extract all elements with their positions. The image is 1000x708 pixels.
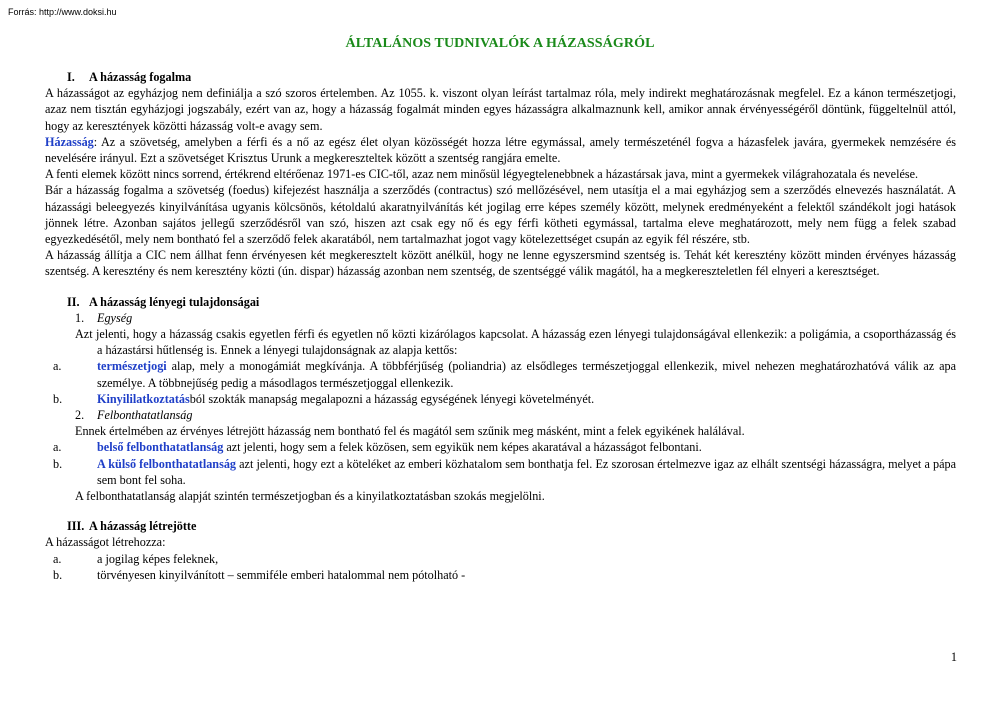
subsection-2-closing: A felbonthatatlanság alapját szintén természetjogban és a kinyilatkoztatásban szokás megjelölni. [75, 489, 545, 504]
list-label: a. [53, 551, 62, 566]
list-label: b. [53, 391, 63, 406]
term-kulso-felbonthatatlansag: A külső felbonthatatlanság [97, 456, 237, 471]
term-belso-felbonthatatlansag: belső felbonthatatlanság [97, 440, 224, 455]
subsection-1-text: Azt jelenti, hogy a házasság csakis egyetlen férfi és egyetlen nő közti kizárólagos kapcsolat. A házasság ezen lényegi tulajdonságával ellenkezik: a poligámia, a csoportházasság és a házastársi hűtlenség is. Ennek a lényegi tulajdonságnak az alapja kettős: [75, 327, 956, 358]
section-1-heading [45, 69, 956, 85]
document-title: ÁLTALÁNOS TUDNIVALÓK A HÁZASSÁGRÓL [345, 36, 655, 51]
list-item-text: alap, mely a monogámiát megkívánja. A többférjűség (poliandria) az elsődleges természetjoggal ellenkezik, mivel nehezen meghatározhatóvá válik az apa személye. A többnejűség pedig a másodlagos természetjoggal ellenkezik. [97, 359, 956, 390]
section-1-paragraph-3: A fenti elemek között nincs sorrend, értékrend eltérőenaz 1971-es CIC-től, azaz nem minősül légyegtelenebbnek a házastársak java, mint a gyermekek világrahozatala és nevelése. [45, 167, 919, 182]
source-line: Forrás: http://www.doksi.hu [8, 7, 117, 17]
section-3-heading [45, 518, 956, 534]
term-hazassag: Házasság [45, 134, 94, 149]
section-3-intro: A házasságot létrehozza: [45, 535, 166, 550]
list-item-text: ból szokták manapság megalapozni a házasság egységének lényegi követelményét. [189, 391, 595, 406]
list-item [45, 567, 956, 583]
subsection-1-number: 1. [75, 310, 85, 325]
subsection-2-heading [45, 407, 956, 423]
list-item-termeszetjogi [45, 358, 956, 390]
subsection-1-title: Egység [97, 310, 133, 325]
list-label: a. [53, 359, 62, 374]
list-item-text: a jogilag képes feleknek, [97, 551, 219, 566]
section-2-heading [45, 294, 956, 310]
list-item-text: azt jelenti, hogy sem a felek közösen, sem egyikük nem képes akaratával a házasságot felbontani. [223, 440, 702, 455]
term-termeszetjogi: természetjogi [97, 359, 167, 374]
section-1-title: A házasság fogalma [89, 70, 192, 84]
term-kinyilatkoztatas: Kinyililatkoztatás [97, 391, 190, 406]
subsection-2-number: 2. [75, 408, 85, 423]
list-item-kinyilatkoztatas [45, 391, 956, 407]
list-label: b. [53, 567, 63, 582]
list-item [45, 551, 956, 567]
section-1-paragraph-1: A házasságot az egyházjog nem definiálja a szó szoros értelemben. Az 1055. k. viszont olyan leírást tartalmaz róla, mely indirekt meghatározásnak megfelel. Ez a kánon természetjogi, azaz nem tisztán egyházjogi jogszabály, ezért van az, hogy a házasság fogalmát minden egyes házasságra alkalmaznunk kell, amikor annak érvényességéről döntünk, függeltelnül attól, hogy az keresztények közötti házasság volt-e avagy sem. [45, 86, 956, 133]
list-label: b. [53, 456, 63, 471]
section-3-number: III. [67, 519, 85, 534]
section-2-number: II. [67, 294, 80, 309]
list-item-kulso [45, 456, 956, 488]
page-number: 1 [950, 650, 957, 664]
section-1-paragraph-5: A házasság állítja a CIC nem állhat fenn érvényesen két megkeresztelt között anélkül, hogy ne lenne egyszersmind szentség is. Tehát két keresztény között minden érvényes házasság szentség. A keresztény és nem keresztény közti (ún. dispar) házasság azonban nem szentség, de szentséggé válik magától, ha a megkereszteletlen fél elnyeri a keresztséget. [45, 248, 956, 279]
document-body [45, 69, 956, 583]
list-item-text: törvényesen kinyilvánított – semmiféle emberi hatalommal nem pótolható - [97, 567, 466, 582]
section-1-number: I. [67, 70, 75, 84]
list-item-belso [45, 439, 956, 455]
definition-text: : Az a szövetség, amelyben a férfi és a nő az egész élet olyan közösségét hozza létre egymással, amely természeténél fogva a házasfelek javára, gyermekek nemzésére és nevelésére irányul. Ezt a szövetséget Krisztus Urunk a megkereszteltek között a szentség rangjára emelte. [45, 134, 956, 166]
section-1-paragraph-2 [45, 134, 956, 166]
subsection-1-heading [45, 310, 956, 326]
subsection-2-title: Felbonthatatlanság [97, 408, 193, 423]
list-item-text: azt jelenti, hogy ezt a köteléket az emberi közhatalom sem bonthatja fel. Ez szorosan értelmezve igaz az elhált szentségi házasságra, melyet a pápa sem bont fel soha. [97, 456, 956, 487]
subsection-2-text: Ennek értelmében az érvényes létrejött házasság nem bontható fel és magától sem szűnik meg másként, mint a felek egyikének halálával. [75, 424, 745, 439]
section-1-paragraph-4: Bár a házasság fogalma a szövetség (foedus) kifejezést használja a szerződés (contractus) szó mellőzésével, nem utasítja el a mai egyházjog sem a szerződés elnevezés használatát. A házassági beleegyezés kinyilvánítása ugyanis kölcsönös, kétoldalú akaratnyilvánítás két jogilag erre képes személy között, melynek eredményeként a felektől szándékolt jogi hatások jönnek létre. Azonban sajátos jellegű szerződésről van szó, hiszen azt csak egy nő és egy férfi kötheti egymással, tartalma eleve meghatározott, mely nem függ a felek szabad egyezkedésétől, mely nem bontható fel a szerződő felek akaratából, nem tartalmazhat jogot vagy kötelezettséget csupán az egyik fél részére, stb. [45, 183, 956, 247]
list-label: a. [53, 440, 62, 455]
section-2-title: A házasság lényegi tulajdonságai [89, 294, 260, 309]
section-3-title: A házasság létrejötte [89, 519, 197, 534]
